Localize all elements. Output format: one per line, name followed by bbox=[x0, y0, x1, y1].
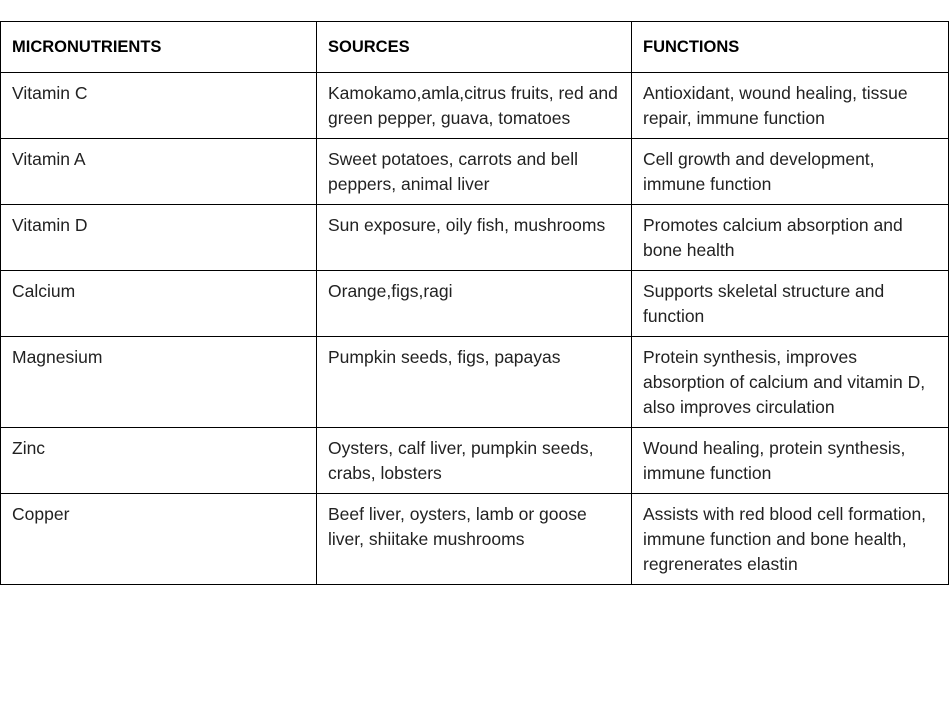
cell-micronutrient: Magnesium bbox=[1, 337, 317, 428]
cell-micronutrient: Vitamin A bbox=[1, 139, 317, 205]
micronutrients-table bbox=[0, 21, 949, 585]
cell-functions: Promotes calcium absorption and bone health bbox=[632, 205, 949, 271]
cell-sources: Kamokamo,amla,citrus fruits, red and green pepper, guava, tomatoes bbox=[317, 73, 632, 139]
table-row bbox=[1, 337, 949, 428]
cell-functions: Antioxidant, wound healing, tissue repair, immune function bbox=[632, 73, 949, 139]
cell-sources: Pumpkin seeds, figs, papayas bbox=[317, 337, 632, 428]
cell-micronutrient: Calcium bbox=[1, 271, 317, 337]
cell-functions: Supports skeletal structure and function bbox=[632, 271, 949, 337]
table-row bbox=[1, 139, 949, 205]
cell-sources: Sun exposure, oily fish, mushrooms bbox=[317, 205, 632, 271]
table-row bbox=[1, 73, 949, 139]
cell-functions: Assists with red blood cell formation, immune function and bone health, regrenerates elastin bbox=[632, 494, 949, 585]
header-functions: FUNCTIONS bbox=[632, 22, 949, 73]
table-row bbox=[1, 428, 949, 494]
table-row bbox=[1, 494, 949, 585]
header-micronutrients: MICRONUTRIENTS bbox=[1, 22, 317, 73]
table-row bbox=[1, 205, 949, 271]
table-header-row bbox=[1, 22, 949, 73]
table-row bbox=[1, 271, 949, 337]
cell-sources: Sweet potatoes, carrots and bell peppers, animal liver bbox=[317, 139, 632, 205]
header-sources: SOURCES bbox=[317, 22, 632, 73]
cell-functions: Protein synthesis, improves absorption of calcium and vitamin D, also improves circulation bbox=[632, 337, 949, 428]
micronutrients-table-container bbox=[0, 21, 948, 585]
cell-functions: Cell growth and development, immune function bbox=[632, 139, 949, 205]
cell-micronutrient: Vitamin C bbox=[1, 73, 317, 139]
cell-sources: Oysters, calf liver, pumpkin seeds, crabs, lobsters bbox=[317, 428, 632, 494]
cell-sources: Orange,figs,ragi bbox=[317, 271, 632, 337]
cell-sources: Beef liver, oysters, lamb or goose liver, shiitake mushrooms bbox=[317, 494, 632, 585]
cell-micronutrient: Zinc bbox=[1, 428, 317, 494]
cell-micronutrient: Copper bbox=[1, 494, 317, 585]
cell-functions: Wound healing, protein synthesis, immune function bbox=[632, 428, 949, 494]
cell-micronutrient: Vitamin D bbox=[1, 205, 317, 271]
